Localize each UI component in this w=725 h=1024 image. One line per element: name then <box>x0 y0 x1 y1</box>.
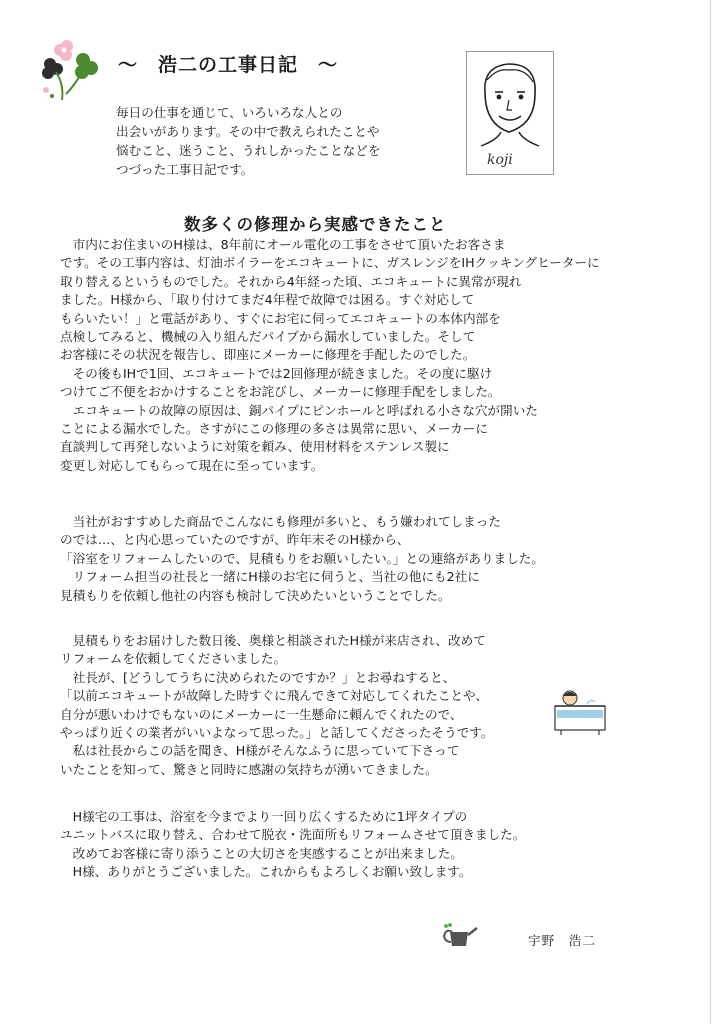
intro-line: 悩むこと、迷うこと、うれしかったことなどを <box>116 143 381 158</box>
author-portrait <box>466 51 554 175</box>
text-line: お客様にその状況を報告し、即座にメーカーに修理を手配したのでした。 <box>60 347 476 363</box>
face-sketch-icon <box>467 52 553 174</box>
author-name: 宇野 浩二 <box>528 933 596 948</box>
text-line: つけてご不便をおかけすることをお詫びし、メーカーに修理手配をしました。 <box>60 384 501 400</box>
article-paragraph <box>60 513 544 605</box>
text-line: ユニットバスに取り替え、合わせて脱衣・洗面所もリフォームさせて頂きました。 <box>60 827 526 843</box>
text-line: エコキュートの故障の原因は、銅パイプにピンホールと呼ばれる小さな穴が開いた <box>60 402 538 418</box>
intro-line: 毎日の仕事を通じて、いろいろな人との <box>116 105 343 120</box>
text-line: 「浴室をリフォームしたいので、見積もりをお願いしたい。」との連絡がありました。 <box>60 550 544 566</box>
page-title: ～ 浩二の工事日記 ～ <box>118 54 339 76</box>
text-line: 取り替えるというものでした。それから4年経った頃、エコキュートに異常が現れ <box>60 273 522 289</box>
text-line: H様宅の工事は、浴室を今までより一回り広くするために1坪タイプの <box>60 809 468 824</box>
page-edge-line <box>710 0 711 1024</box>
text-line: やっぱり近くの業者がいいよなって思った。」と話してくださったそうです。 <box>60 725 494 741</box>
text-line: その後もIHで1回、エコキュートでは2回修理が続きました。その度に駆け <box>60 365 493 381</box>
text-line: H様、ありがとうございました。これからもよろしくお願い致します。 <box>60 864 472 880</box>
text-line: リフォーム担当の社長と一緒にH様のお宅に伺うと、当社の他にも2社に <box>60 569 480 585</box>
watering-can-icon <box>440 922 478 948</box>
text-line: 社長が、[どうしてうちに決められたのですか？」とお尋ねすると、 <box>60 669 456 685</box>
article-title: 数多くの修理から実感できたこと <box>184 215 447 234</box>
text-line: いたことを知って、驚きと同時に感謝の気持ちが湧いてきました。 <box>60 761 438 777</box>
text-line: ました。H様から、「取り付けてまだ4年程で故障では困る。すぐ対応して <box>60 292 475 308</box>
text-line: 私は社長からこの話を聞き、H様がそんなふうに思っていて下さって <box>60 743 460 759</box>
text-line: のでは…、と内心思っていたのですが、昨年末そのH様から、 <box>60 532 410 548</box>
text-line: ことによる漏水でした。さすがにこの修理の多さは異常に思い、メーカーに <box>60 421 488 437</box>
text-line: 直談判して再発しないように対策を頼み、使用材料をステンレス製に <box>60 439 450 455</box>
text-line: 「以前エコキュートが故障した時すぐに飛んできて対応してくれたことや、 <box>60 688 488 704</box>
text-line: 見積もりを依頼し他社の内容も検討して決めたいということでした。 <box>60 587 451 603</box>
article-paragraph <box>60 808 525 882</box>
article-paragraph <box>60 236 600 475</box>
intro-text <box>116 103 380 179</box>
text-line: 当社がおすすめした商品でこんなにも修理が多いと、もう嫌われてしまった <box>60 514 501 529</box>
portrait-signature: koji <box>487 152 513 168</box>
text-line: リフォームを依頼してくださいました。 <box>60 651 287 667</box>
text-line: 変更し対応してもらって現在に至っています。 <box>60 457 324 473</box>
text-line: です。その工事内容は、灯油ボイラーをエコキュートに、ガスレンジをIHクッキングヒーターに <box>60 255 600 271</box>
clover-flower-icon <box>36 38 100 104</box>
text-line: 点検してみると、機械の入り組んだパイプから漏水していました。そして <box>60 329 476 345</box>
text-line: もらいたい！」と電話があり、すぐにお宅に伺ってエコキュートの本体内部を <box>60 310 501 326</box>
bathtub-person-icon <box>553 688 609 738</box>
article-paragraph <box>60 632 493 779</box>
text-line: 見積もりをお届けした数日後、奥様と相談されたH様が来店され、改めて <box>60 633 486 648</box>
text-line: 自分が悪いわけでもないのにメーカーに一生懸命に頼んでくれたので、 <box>60 706 463 722</box>
text-line: 市内にお住まいのH様は、8年前にオール電化の工事をさせて頂いたお客さま <box>60 237 506 252</box>
intro-line: 出会いがあります。その中で教えられたことや <box>116 124 380 139</box>
intro-line: つづった工事日記です。 <box>116 162 254 177</box>
text-line: 改めてお客様に寄り添うことの大切さを実感することが出来ました。 <box>60 845 463 861</box>
